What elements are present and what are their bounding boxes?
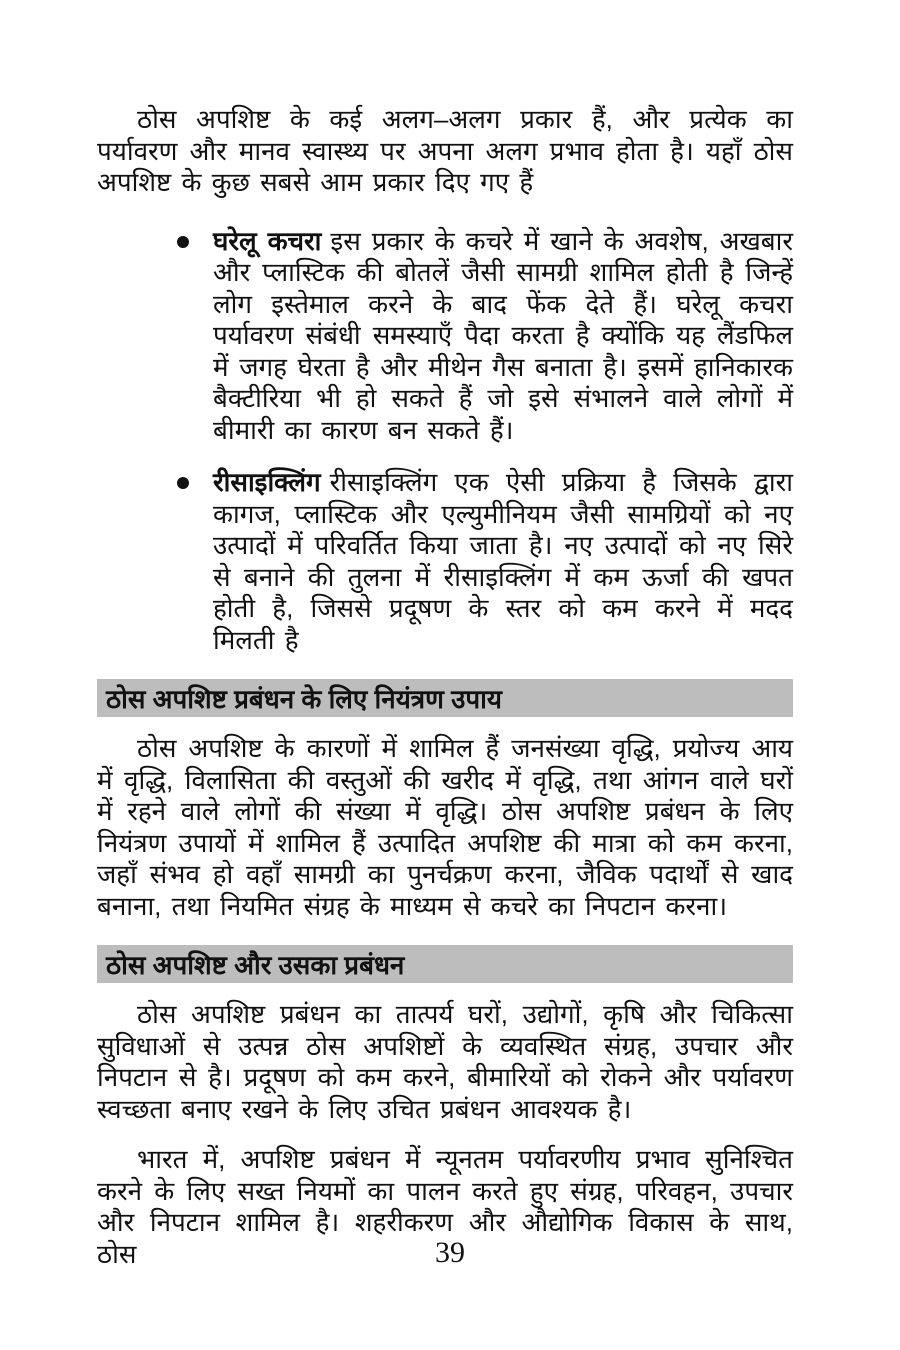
intro-paragraph: ठोस अपशिष्ट के कई अलग–अलग प्रकार हैं, और प्रत्येक का पर्यावरण और मानव स्वास्थ्य पर अपना अलग प्रभाव होता है। यहाँ ठोस अपशिष्ट के कुछ सबसे आम प्रकार दिए गए हैं xyxy=(97,104,793,197)
section-paragraph: ठोस अपशिष्ट के कारणों में शामिल हैं जनसंख्या वृद्धि, प्रयोज्य आय में वृद्धि, विलासिता की वस्तुओं की खरीद में वृद्धि, तथा आंगन वाले घरों में रहने वाले लोगों की संख्या में वृद्धि। ठोस अपशिष्ट प्रबंधन के लिए नियंत्रण उपायों में शामिल हैं उत्पादित अपशिष्ट की मात्रा को कम करना, जहाँ संभव हो वहाँ सामग्री का पुनर्चक्रण करना, जैविक पदार्थों से खाद बनाना, तथा नियमित संग्रह के माध्यम से कचरे का निपटान करना। xyxy=(97,733,793,921)
bullet-text: इस प्रकार के कचरे में खाने के अवशेष, अखबार और प्लास्टिक की बोतलें जैसी सामग्री शामिल होती है जिन्हें लोग इस्तेमाल करने के बाद फेंक देते हैं। घरेलू कचरा पर्यावरण संबंधी समस्याएँ पैदा करता है क्योंकि यह लैंडफिल में जगह घेरता है और मीथेन गैस बनाता है। इसमें हानिकारक बैक्टीरिया भी हो सकते हैं जो इसे संभालने वाले लोगों में बीमारी का कारण बन सकते हैं। xyxy=(213,225,794,445)
bullet-paragraph xyxy=(213,226,793,447)
bullet-text: रीसाइक्लिंग एक ऐसी प्रक्रिया है जिसके द्वारा कागज, प्लास्टिक और एल्युमीनियम जैसी सामग्रियों को नए उत्पादों में परिवर्तित किया जाता है। नए उत्पादों को नए सिरे से बनाने की तुलना में रीसाइक्लिंग में कम ऊर्जा की खपत होती है, जिससे प्रदूषण के स्तर को कम करने में मदद मिलती है xyxy=(213,467,793,655)
section-heading-bar: ठोस अपशिष्ट और उसका प्रबंधन xyxy=(97,945,793,983)
bullet-term: घरेलू कचरा xyxy=(213,225,322,256)
bullet-icon xyxy=(177,477,189,489)
list-item xyxy=(97,467,793,656)
waste-types-list xyxy=(97,226,793,657)
section-heading-bar: ठोस अपशिष्ट प्रबंधन के लिए नियंत्रण उपाय xyxy=(97,679,793,717)
bullet-icon xyxy=(177,236,189,248)
text-block xyxy=(97,104,793,1270)
section-paragraph: ठोस अपशिष्ट प्रबंधन का तात्पर्य घरों, उद्योगों, कृषि और चिकित्सा सुविधाओं से उत्पन्न ठोस अपशिष्टों के व्यवस्थित संग्रह, उपचार और निपटान से है। प्रदूषण को कम करने, बीमारियों को रोकने और पर्यावरण स्वच्छता बनाए रखने के लिए उचित प्रबंधन आवश्यक है। xyxy=(97,999,793,1124)
section-paragraph: भारत में, अपशिष्ट प्रबंधन में न्यूनतम पर्यावरणीय प्रभाव सुनिश्चित करने के लिए सख्त नियमों का पालन करते हुए संग्रह, परिवहन, उपचार और निपटान शामिल है। शहरीकरण और औद्योगिक विकास के साथ, ठोस xyxy=(97,1144,793,1269)
bullet-paragraph xyxy=(213,467,793,656)
bullet-term: रीसाइक्लिंग xyxy=(213,467,321,497)
page-number: 39 xyxy=(435,1236,465,1269)
list-item xyxy=(97,226,793,447)
